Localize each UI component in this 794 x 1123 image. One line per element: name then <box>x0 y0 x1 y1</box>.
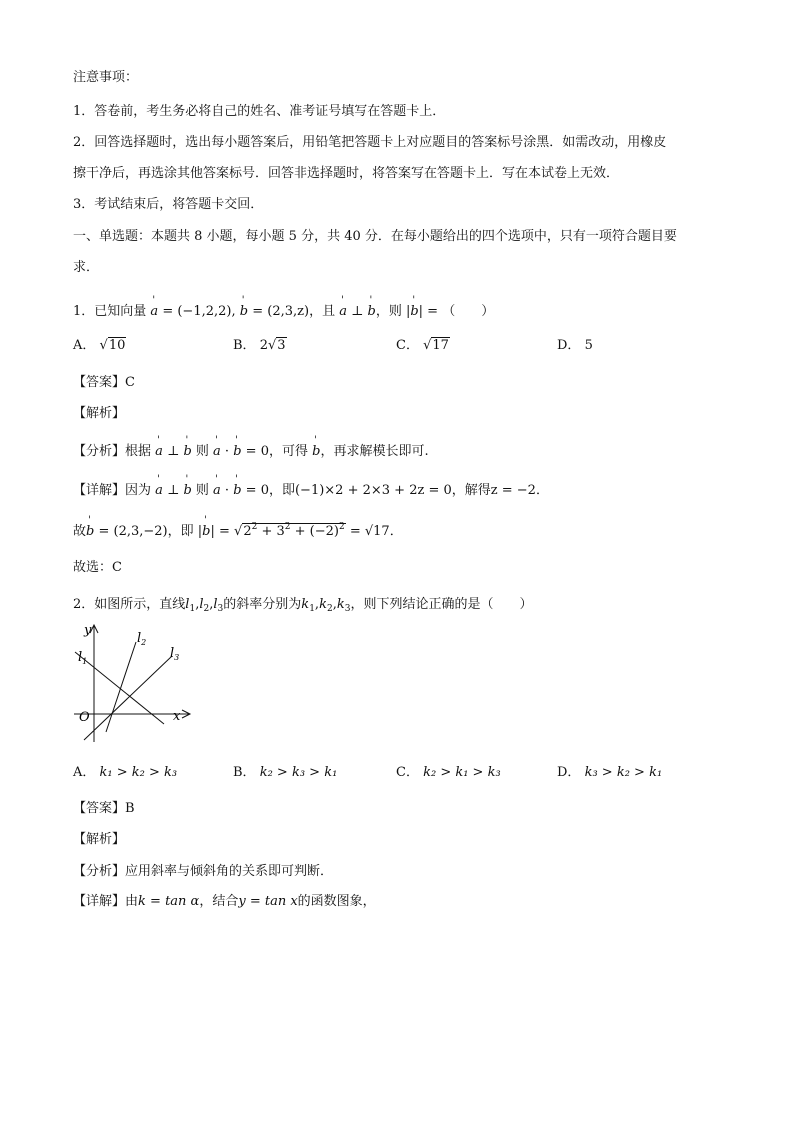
detail-text: 由 <box>125 894 139 909</box>
fenxi-label: 【分析】 <box>73 444 126 459</box>
q2-stem-text: 2．如图所示，直线 <box>73 597 186 612</box>
q1-analysis-label <box>73 402 125 421</box>
line-l2 <box>106 642 136 732</box>
q1-mid: ，且 <box>309 304 336 319</box>
q1-option-a: A． √10 <box>73 338 126 353</box>
norm-radicand: $2^2 + 3^2 + (-2)^2$ <box>243 522 345 539</box>
vector-b-symbol: ' b <box>233 483 241 498</box>
label-l2: $l_2$ <box>137 631 147 647</box>
q1-answer <box>73 371 135 390</box>
vector-b-symbol: ' b <box>202 524 210 539</box>
result-text: ，即 <box>167 524 194 539</box>
notes-item-3: 3．考试结束后，将答题卡交回． <box>73 197 264 212</box>
option-value: 10 <box>108 338 126 353</box>
q1-option-c: C． √17 <box>396 338 449 353</box>
option-value: k₂ > k₁ > k₃ <box>423 765 501 780</box>
label-l1: $l_1$ <box>78 650 88 666</box>
detail-result: z = −2 <box>490 483 536 498</box>
q1-detail: 【详解】因为 ' a ⊥ ' b 则 ' a · ' b = 0，即(−1)×2 + 2×3 + 2z = 0，解得z = −2． <box>73 479 549 498</box>
vector-a-symbol: ' a <box>213 444 221 459</box>
option-letter: D． <box>557 765 581 780</box>
option-value: 2 <box>259 338 268 353</box>
analysis-label: 【解析】 <box>73 832 126 847</box>
notes-title: 注意事项： <box>73 70 139 85</box>
fenxi-label: 【分析】 <box>73 864 126 879</box>
detail-text: ，即 <box>268 483 295 498</box>
option-value: k₁ > k₂ > k₃ <box>99 765 178 780</box>
q2-stem-text: ，则下列结论正确的是（ ） <box>350 597 533 612</box>
q2-option-b <box>233 761 337 780</box>
section-heading-cont: 求． <box>73 260 100 275</box>
q2-analysis-label <box>73 828 125 847</box>
q2-option-a <box>73 761 177 780</box>
detail-equation: (−1)×2 + 2×3 + 2z = 0 <box>294 483 452 498</box>
norm-result: = √17 <box>349 524 390 539</box>
notes-item-2: 2．回答选择题时，选出每小题答案后，用铅笔把答题卡上对应题目的答案标号涂黑．如需改动，用橡皮 <box>73 135 667 150</box>
vector-a-symbol: ' a <box>339 304 347 319</box>
q2-answer <box>73 797 135 816</box>
fenxi-text: ，再求解模长即可. <box>320 444 429 459</box>
q1-then: ，则 <box>375 304 402 319</box>
q2-option-c <box>396 761 501 780</box>
q1-stem: 1．已知向量 ' a = (−1,2,2), ' b = (2,3,z)，且 ' a ⊥ ' b，则 |' b| = （ ） <box>73 300 494 319</box>
q1-fenxi: 【分析】根据 ' a ⊥ ' b 则 ' a · ' b = 0，可得 ' b，再求解模长即可. <box>73 440 429 459</box>
q2-stem: 2．如图所示，直线$l_1,l_2,l_3$的斜率分别为$k_1,k_2,k_3$，则下列结论正确的是（ ） <box>73 597 533 614</box>
section-heading: 一、单选题：本题共 8 小题，每小题 5 分，共 40 分．在每小题给出的四个选项中，只有一项符合题目要 <box>73 229 677 244</box>
q1-result: 故' b = (2,3,−2)，即 |' $b| = √2^2 + 3^2 + (-2)^2 = √17$． <box>73 520 403 539</box>
label-l3: $l_3$ <box>170 646 180 662</box>
detail-text: ，结合 <box>199 894 239 909</box>
answer-label: 【答案】 <box>73 801 126 816</box>
vector-b-symbol: ' b <box>183 483 191 498</box>
axis-label-y: y <box>84 623 92 638</box>
answer-label: 【答案】 <box>73 375 126 390</box>
option-letter: A． <box>73 765 96 780</box>
q1-stem-text: 1．已知向量 <box>73 304 147 319</box>
detail-text: 的函数图象， <box>297 894 376 909</box>
vector-a-symbol: ' a <box>213 483 221 498</box>
detail-label: 【详解】 <box>73 894 126 909</box>
option-letter: B． <box>233 338 256 353</box>
option-letter: C． <box>396 338 419 353</box>
result-text: 故 <box>73 524 87 539</box>
q1-vector-b: (2,3,z) <box>267 304 310 319</box>
vector-b-symbol: ' b <box>312 444 320 459</box>
fenxi-text: 应用斜率与倾斜角的关系即可判断． <box>125 864 334 879</box>
answer-value: C <box>125 375 135 390</box>
q1-paren: （ ） <box>442 304 495 319</box>
q1-vector-a: (−1,2,2) <box>177 304 232 319</box>
q2-figure <box>70 620 200 745</box>
q1-option-b: B． 2√3 <box>233 338 286 353</box>
option-value: k₂ > k₃ > k₁ <box>259 765 338 780</box>
detail-text: 因为 <box>125 483 152 498</box>
line-l3 <box>84 656 172 740</box>
vector-a-symbol: ' a <box>150 304 158 319</box>
analysis-label: 【解析】 <box>73 406 126 421</box>
detail-label: 【详解】 <box>73 483 126 498</box>
fenxi-text: ，可得 <box>268 444 308 459</box>
notes-item-2-cont: 擦干净后，再选涂其他答案标号．回答非选择题时，将答案写在答题卡上．写在本试卷上无效． <box>73 166 620 181</box>
origin-label: O <box>79 710 90 725</box>
axis-label-x: x <box>173 709 181 724</box>
option-letter: C． <box>396 765 419 780</box>
q2-detail <box>73 890 376 909</box>
vector-b-symbol: ' b <box>367 304 375 319</box>
option-letter: A． <box>73 338 96 353</box>
detail-equation: y = tan x <box>238 894 298 909</box>
option-value: 17 <box>432 338 449 353</box>
q1-choice: 故选：C <box>73 560 122 575</box>
q2-fenxi <box>73 860 333 879</box>
q2-option-d <box>557 761 662 780</box>
answer-value: B <box>125 801 135 816</box>
vector-b-symbol: ' b <box>410 304 418 319</box>
q2-stem-text: 的斜率分别为 <box>223 597 302 612</box>
b-result: = (2,3,−2) <box>98 524 168 539</box>
vector-a-symbol: ' a <box>155 444 163 459</box>
notes-item-1: 1．答卷前，考生务必将自己的姓名、准考证号填写在答题卡上． <box>73 104 446 119</box>
vector-b-symbol: ' b <box>86 524 94 539</box>
detail-text: ，解得 <box>451 483 491 498</box>
vector-b-symbol: ' b <box>233 444 241 459</box>
option-letter: D． <box>557 338 581 353</box>
vector-b-symbol: ' b <box>183 444 191 459</box>
vector-b-symbol: ' b <box>240 304 248 319</box>
fenxi-text: 根据 <box>125 444 152 459</box>
option-root: 3 <box>277 338 286 353</box>
option-value: k₃ > k₂ > k₁ <box>584 765 663 780</box>
vector-a-symbol: ' a <box>155 483 163 498</box>
option-letter: B． <box>233 765 256 780</box>
detail-equation: k = tan α <box>138 894 200 909</box>
option-value: 5 <box>584 338 593 353</box>
q1-option-d <box>557 334 593 353</box>
